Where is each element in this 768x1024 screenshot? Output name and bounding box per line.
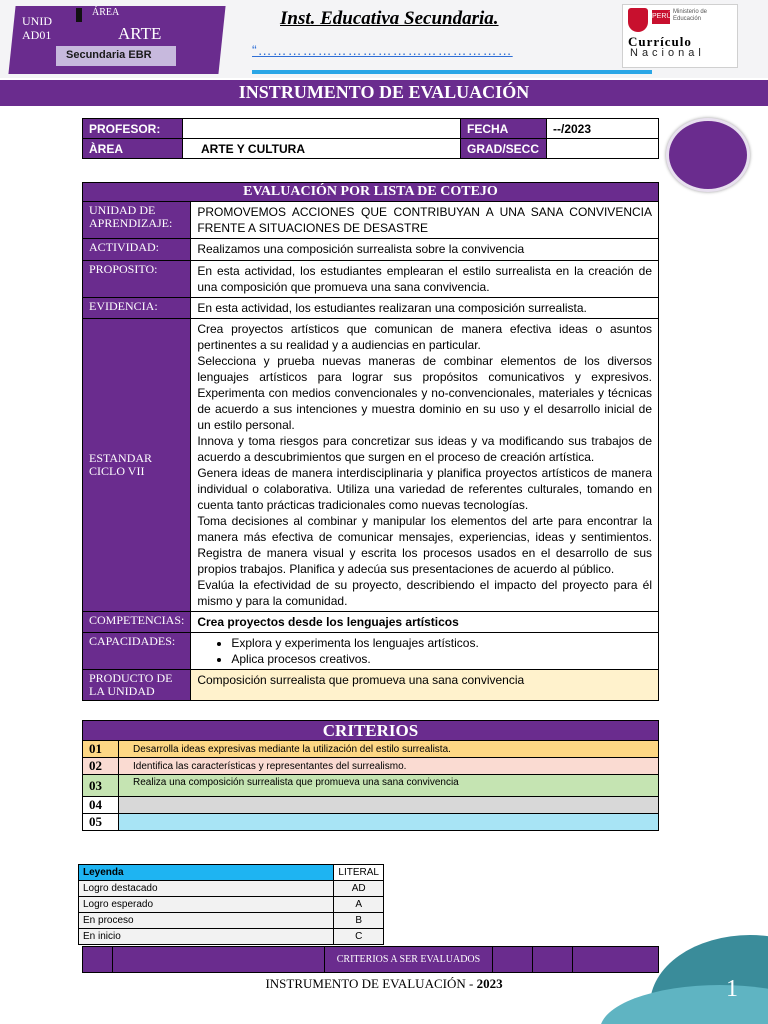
area-name: ARTE [118,24,162,43]
ministerio-label: Ministerio de Educación [673,9,708,22]
estandar-paragraph: Toma decisiones al combinar y manipular los elementos del arte para encontrar la manera más efectiva de comunicar mensajes, experiencias, ideas y sentimientos. Registra de manera visual y escrita los procesos usados en el desarrollo de sus propios trabajos. Planifica y adecúa sus presentaciones de acuerdo al público. [197,514,652,576]
footer [0,976,768,992]
criterio-number: 03 [83,775,119,797]
criterio-text: Realiza una composición surrealista que promueva una sana convivencia [119,775,659,797]
proposito-label: PROPOSITO: [83,261,191,298]
info-table [82,118,659,159]
criterios-heading: CRITERIOS [83,721,659,741]
unidad-label: UNIDAD DE APRENDIZAJE: [83,202,191,239]
estandar-paragraph: Crea proyectos artísticos que comunican de manera efectiva ideas o asuntos pertinentes a su realidad y a audiencias en particular. [197,322,652,352]
table-row [79,881,384,897]
footer-text: INSTRUMENTO DE EVALUACIÓN - [265,976,474,991]
capacidades-label: CAPACIDADES: [83,633,191,670]
producto-label: PRODUCTO DE LA UNIDAD [83,670,191,701]
actividad-label: ACTIVIDAD: [83,239,191,261]
estandar-paragraph: Genera ideas de manera interdisciplinaria y planifica proyectos artísticos de manera individual o colaborativa. Utiliza una variedad de referentes culturales, tomando en cuenta tanto prácticas tradicionales como nuevas tecnologías. [197,466,652,512]
list-item: • Explora y experimenta los lenguajes artísticos. [231,635,652,651]
area-label: ÀREA [83,139,183,159]
institution-placeholder: “…………………………………………… [252,42,513,58]
evaluation-table [82,182,659,701]
area-small-label: ÁREA [92,7,120,18]
evidencia-value: En esta actividad, los estudiantes realizaran una composición surrealista. [191,298,659,319]
grid-cell [533,947,573,973]
curriculo-label: Currículo [628,34,692,49]
table-row [79,897,384,913]
literal-header: LITERAL [334,865,384,881]
competencias-label: COMPETENCIAS: [83,612,191,633]
unid-code: UNID AD01 [22,14,52,42]
leyenda-label: En inicio [79,929,334,945]
profesor-label: PROFESOR: [83,119,183,139]
leyenda-literal: B [334,913,384,929]
criterio-text: Desarrolla ideas expresivas mediante la utilización del estilo surrealista. [119,741,659,758]
competencias-value: Crea proyectos desde los lenguajes artísticos [191,612,659,633]
table-row [79,929,384,945]
criterio-number: 01 [83,741,119,758]
list-item: • Aplica procesos creativos. [231,651,652,667]
criterio-text [119,797,659,814]
actividad-value: Realizamos una composición surrealista sobre la convivencia [191,239,659,261]
criterio-text [119,814,659,831]
leyenda-label: Logro destacado [79,881,334,897]
area-field[interactable]: ARTE Y CULTURA [183,139,461,159]
evaluation-heading: EVALUACIÓN POR LISTA DE COTEJO [83,183,659,202]
capacidades-value [191,633,659,670]
table-row [83,741,659,758]
estandar-value [191,319,659,612]
criterio-number: 05 [83,814,119,831]
grado-field[interactable] [547,139,659,159]
table-row [83,814,659,831]
leyenda-literal: AD [334,881,384,897]
criterios-table [82,720,659,831]
criterios-ser-evaluados: CRITERIOS A SER EVALUADOS [325,947,493,973]
criterio-number: 04 [83,797,119,814]
decorative-circle [666,118,750,192]
grado-label: GRAD/SECC [461,139,547,159]
leyenda-header: Leyenda [79,865,334,881]
footer-year: 2023 [476,976,503,991]
estandar-paragraph: Evalúa la efectividad de su proyecto, describiendo el impacto del proyecto para él mismo y para la comunidad. [197,578,652,608]
estandar-label: ESTANDAR CICLO VII [83,319,191,612]
profesor-field[interactable] [183,119,461,139]
criterio-number: 02 [83,758,119,775]
flag-icon [76,8,82,22]
criterio-text: Identifica las características y representantes del surrealismo. [119,758,659,775]
table-row [83,775,659,797]
grid-cell [573,947,659,973]
producto-value: Composición surrealista que promueva una sana convivencia [191,670,659,701]
grid-cell [493,947,533,973]
page-title: INSTRUMENTO DE EVALUACIÓN [238,82,530,102]
fecha-field[interactable]: --/2023 [547,119,659,139]
evidencia-label: EVIDENCIA: [83,298,191,319]
leyenda-label: Logro esperado [79,897,334,913]
leyenda-literal: A [334,897,384,913]
grid-cell [83,947,113,973]
page-number: 1 [726,976,738,1002]
leyenda-table [78,864,384,945]
level-label: Secundaria EBR [66,49,152,61]
peru-badge: PERÚ [652,10,670,24]
leyenda-literal: C [334,929,384,945]
table-row [83,797,659,814]
estandar-paragraph: Selecciona y prueba nuevas maneras de combinar elementos de los diversos lenguajes artísticos para lograr sus propósitos comunicativos y expresivos. Experimenta con medios convencionales y no-convencionales, materiales y técnicas de acuerdo a sus intenciones y muestra dominio en su uso y el desarrollo inicial de un estilo personal. [197,354,652,432]
leyenda-label: En proceso [79,913,334,929]
table-row [83,758,659,775]
institution-name: Inst. Educativa Secundaria. [280,8,499,29]
fecha-label: FECHA [461,119,547,139]
grid-cell [113,947,325,973]
header-divider [252,70,652,74]
proposito-value: En esta actividad, los estudiantes emplearan el estilo surrealista en la creación de una composición que promueva una sana convivencia. [191,261,659,298]
capacidades-list [231,635,652,667]
shield-icon [628,8,648,32]
nacional-label: Nacional [630,47,705,59]
table-row [79,913,384,929]
unidad-value: PROMOVEMOS ACCIONES QUE CONTRIBUYAN A UNA SANA CONVIVENCIA FRENTE A SITUACIONES DE DESASTRE [191,202,659,239]
evaluation-grid-header [82,946,659,973]
estandar-paragraph: Innova y toma riesgos para concretizar sus ideas y va modificando sus trabajos de acuerdo a descubrimientos que surgen en el proceso de creación artística. [197,434,652,464]
